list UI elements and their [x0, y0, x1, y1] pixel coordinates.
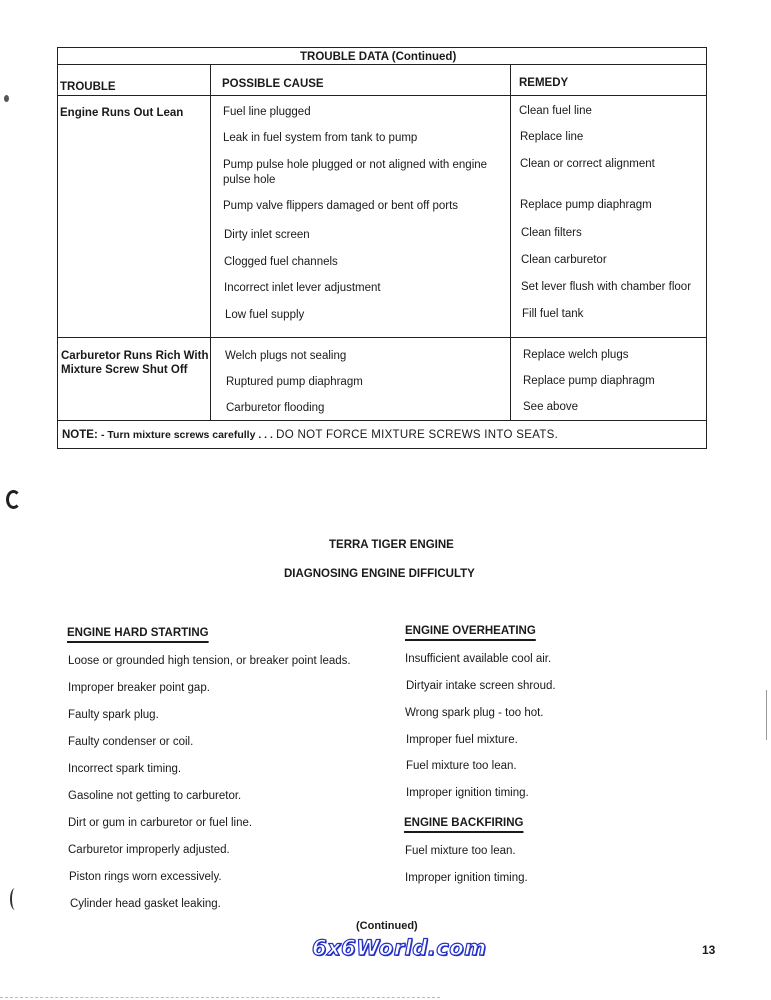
- remedy-cell: See above: [523, 401, 578, 413]
- section-subtitle: DIAGNOSING ENGINE DIFFICULTY: [284, 568, 475, 580]
- binder-hole-mark: [10, 888, 20, 910]
- cause-cell: Clogged fuel channels: [224, 256, 338, 268]
- list-item: Improper fuel mixture.: [406, 734, 518, 746]
- list-item: Improper breaker point gap.: [68, 682, 210, 694]
- scan-speck: [4, 95, 9, 102]
- watermark-logo: 6x6World.com: [312, 936, 487, 960]
- list-item: Fuel mixture too lean.: [405, 845, 516, 857]
- column-header-cause: POSSIBLE CAUSE: [222, 78, 324, 90]
- cause-cell: Pump pulse hole plugged or not aligned with engine pulse hole: [223, 159, 488, 186]
- list-item: Faulty spark plug.: [68, 709, 159, 721]
- list-item: Dirt or gum in carburetor or fuel line.: [68, 817, 253, 829]
- remedy-cell: Replace line: [520, 131, 584, 143]
- remedy-cell: Set lever flush with chamber floor: [521, 281, 692, 293]
- table-divider: [57, 420, 707, 421]
- cause-cell: Welch plugs not sealing: [225, 350, 347, 362]
- cause-cell: Carburetor flooding: [226, 402, 325, 414]
- table-divider: [57, 337, 707, 338]
- remedy-cell: Replace welch plugs: [523, 349, 629, 361]
- list-item: Fuel mixture too lean.: [406, 760, 517, 772]
- remedy-cell: Clean carburetor: [521, 254, 607, 266]
- table-divider: [57, 95, 707, 96]
- cause-cell: Dirty inlet screen: [224, 229, 310, 241]
- remedy-cell: Fill fuel tank: [522, 308, 584, 320]
- list-item: Insufficient available cool air.: [405, 653, 552, 665]
- scan-edge-line: [766, 690, 767, 740]
- trouble-cell: Carburetor Runs Rich With Mixture Screw Shut Off: [61, 350, 209, 376]
- cause-cell: Low fuel supply: [225, 309, 305, 321]
- overheating-heading: ENGINE OVERHEATING: [405, 625, 536, 637]
- list-item: Wrong spark plug - too hot.: [405, 707, 544, 719]
- column-header-remedy: REMEDY: [519, 77, 569, 89]
- remedy-cell: Clean or correct alignment: [520, 158, 655, 170]
- remedy-cell: Clean fuel line: [519, 105, 592, 117]
- trouble-cell: Engine Runs Out Lean: [60, 107, 184, 119]
- cause-cell: Ruptured pump diaphragm: [226, 376, 363, 388]
- column-header-trouble: TROUBLE: [60, 81, 116, 93]
- page-number: 13: [702, 943, 716, 957]
- list-item: Incorrect spark timing.: [68, 763, 182, 775]
- note-warning: DO NOT FORCE MIXTURE SCREWS INTO SEATS.: [276, 429, 559, 441]
- cause-cell: Fuel line plugged: [223, 106, 311, 118]
- cause-cell: Incorrect inlet lever adjustment: [224, 282, 381, 294]
- column-divider: [510, 64, 511, 420]
- list-item: Improper ignition timing.: [406, 787, 529, 799]
- list-item: Faulty condenser or coil.: [68, 736, 194, 748]
- cause-cell: Leak in fuel system from tank to pump: [223, 132, 418, 144]
- remedy-cell: Replace pump diaphragm: [523, 375, 655, 387]
- remedy-cell: Replace pump diaphragm: [520, 199, 652, 211]
- table-title: TROUBLE DATA (Continued): [300, 51, 457, 63]
- cause-cell: Pump valve flippers damaged or bent off ports: [223, 200, 459, 212]
- list-item: Improper ignition timing.: [405, 872, 528, 884]
- list-item: Cylinder head gasket leaking.: [70, 898, 221, 910]
- note-caution: - Turn mixture screws carefully . . .: [100, 429, 273, 441]
- table-divider: [57, 64, 707, 65]
- list-item: Dirtyair intake screen shroud.: [406, 680, 556, 692]
- list-item: Carburetor improperly adjusted.: [68, 844, 230, 856]
- section-title: TERRA TIGER ENGINE: [329, 539, 454, 551]
- backfiring-heading: ENGINE BACKFIRING: [404, 817, 524, 829]
- list-item: Gasoline not getting to carburetor.: [68, 790, 242, 802]
- note-label: NOTE:: [62, 429, 98, 441]
- continued-label: (Continued): [356, 920, 418, 932]
- scan-edge-line: [0, 997, 440, 998]
- hard-starting-heading: ENGINE HARD STARTING: [67, 627, 209, 639]
- binder-hole-mark: [6, 490, 21, 509]
- table-note: [62, 428, 558, 442]
- remedy-cell: Clean filters: [521, 227, 582, 239]
- list-item: Loose or grounded high tension, or breaker point leads.: [68, 655, 351, 667]
- list-item: Piston rings worn excessively.: [69, 871, 222, 883]
